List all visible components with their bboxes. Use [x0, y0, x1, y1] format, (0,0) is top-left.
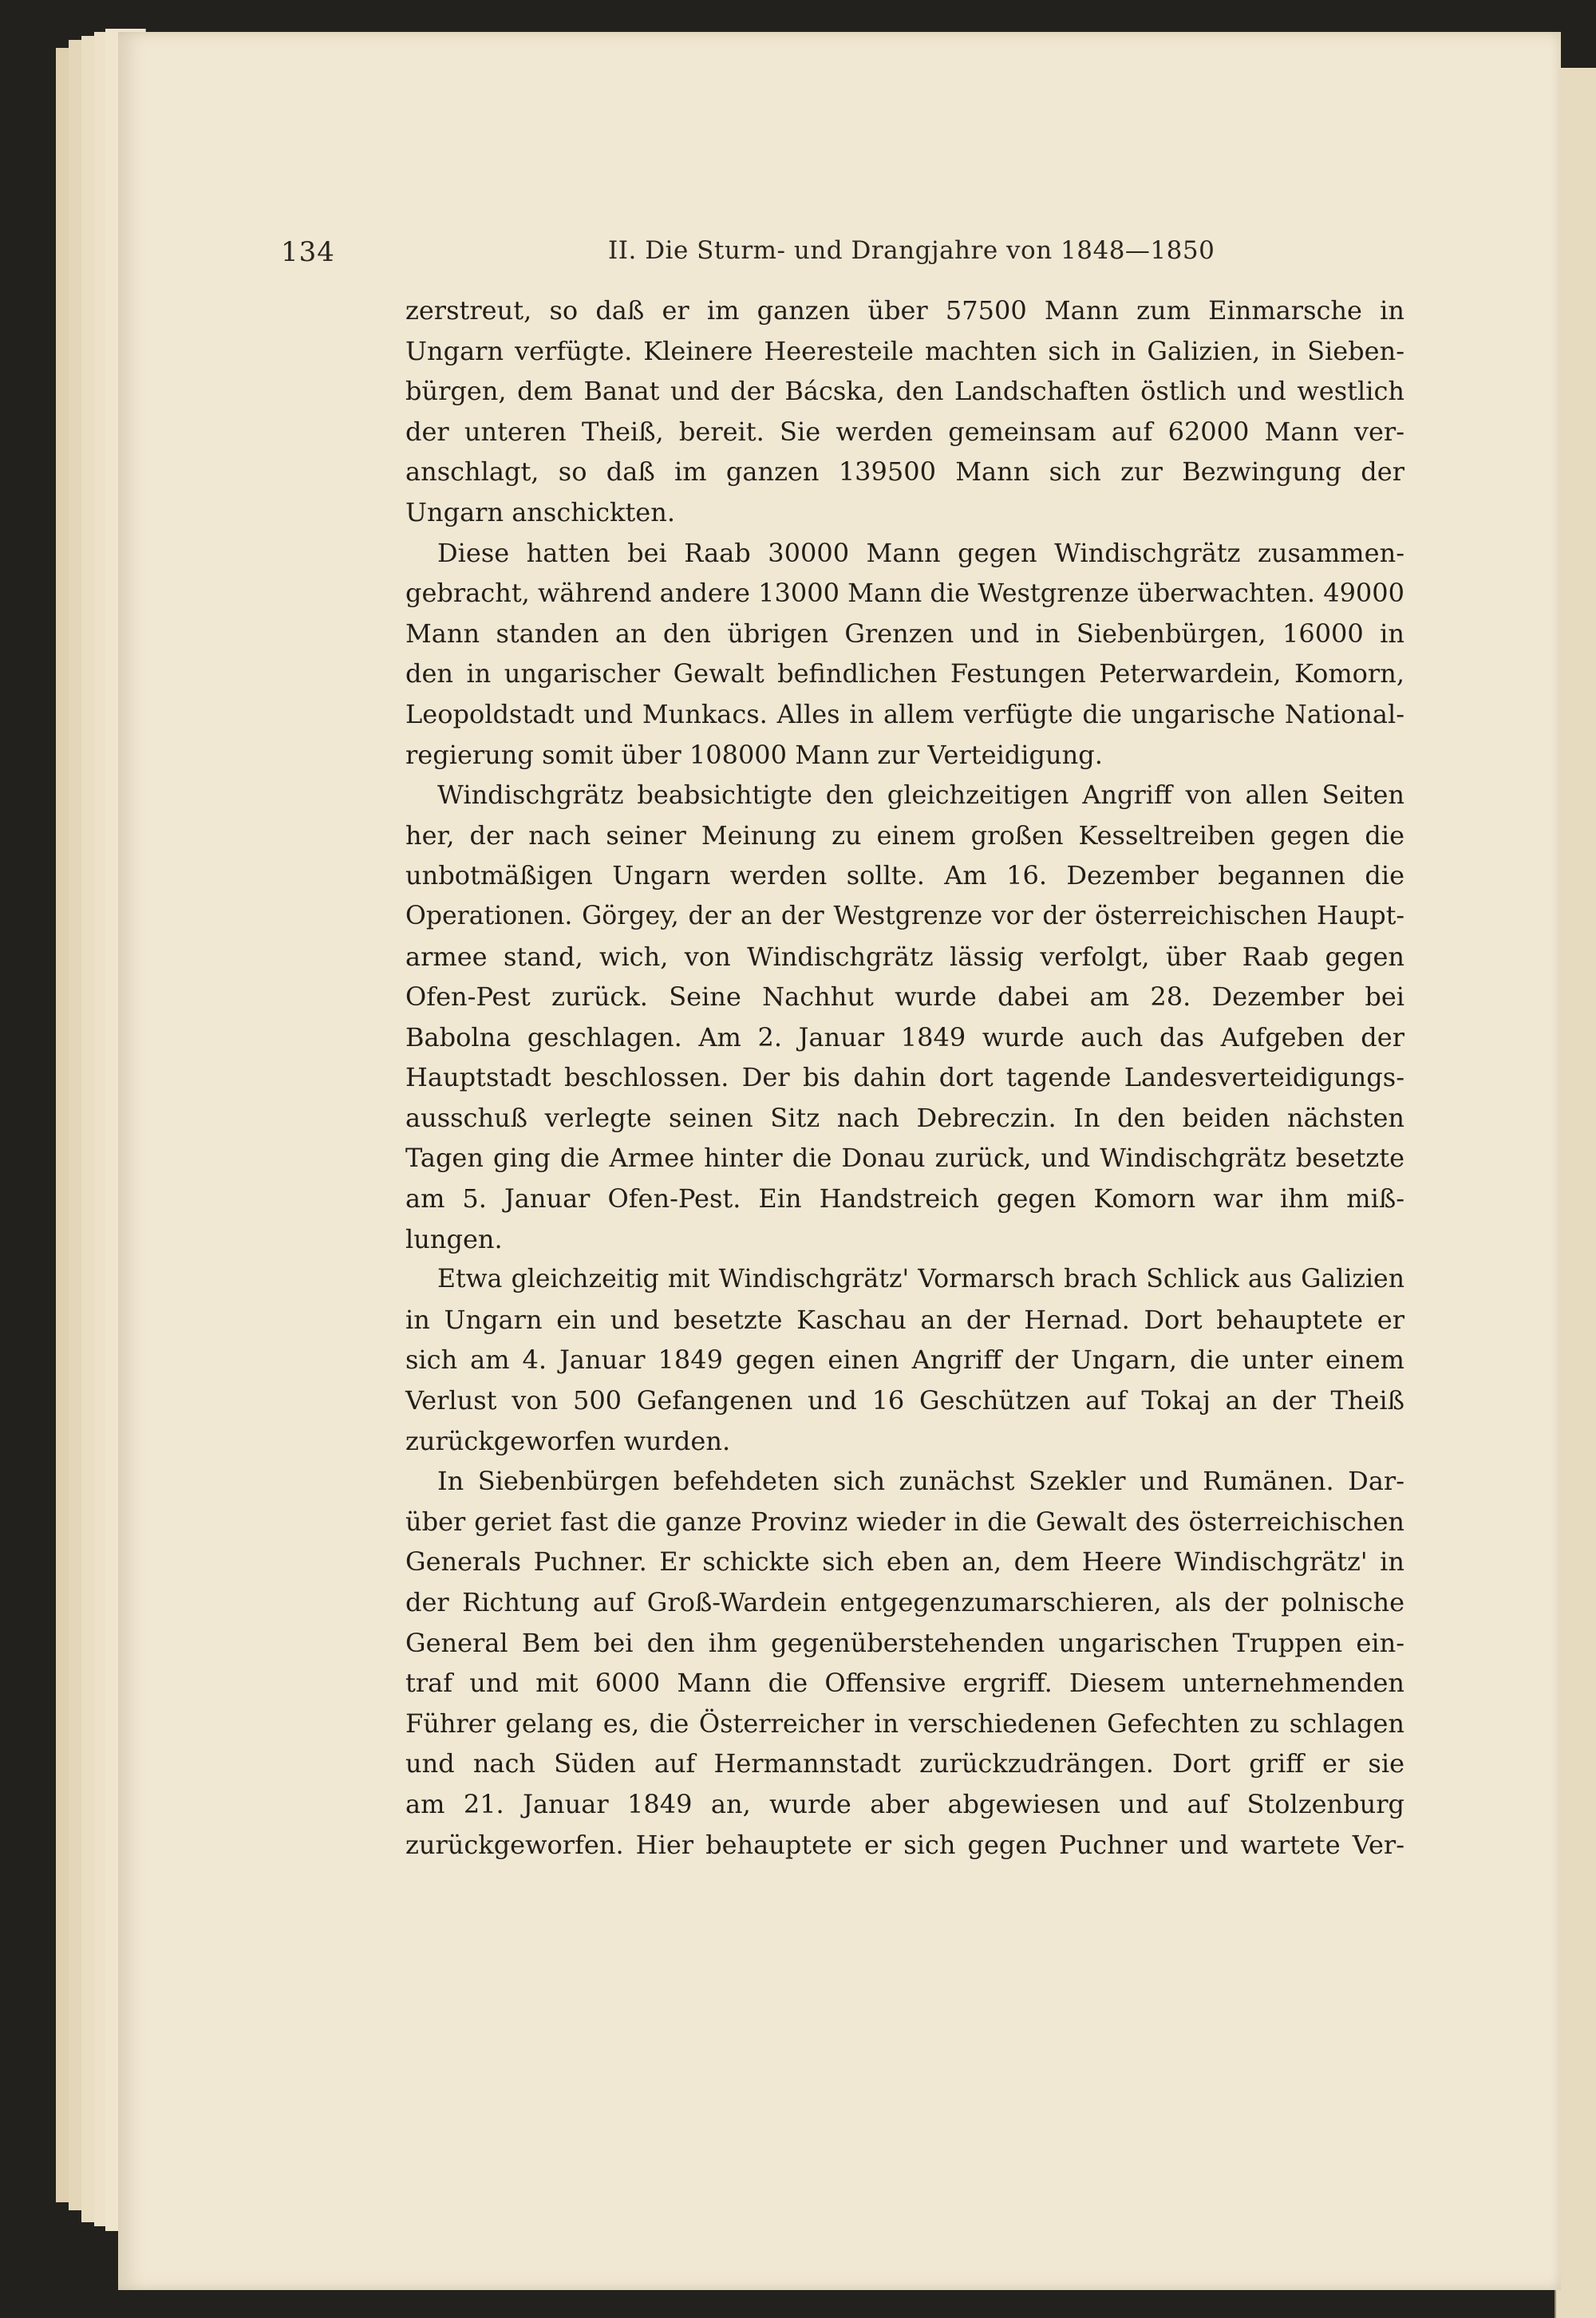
text-line: anschlagt, so daß im ganzen 139500 Mann sich zur Bezwingung der — [405, 456, 1404, 488]
running-title: II. Die Sturm- und Drangjahre von 1848—1850 — [608, 236, 1215, 265]
text-line: Operationen. Görgey, der an der Westgrenze vor der österreichischen Haupt- — [405, 901, 1404, 930]
text-line: am 21. Januar 1849 an, wurde aber abgewiesen und auf Stolzenburg — [405, 1788, 1404, 1819]
text-line: Ungarn verfügte. Kleinere Heeresteile machten sich in Galizien, in Sieben- — [405, 335, 1404, 366]
text-line: traf und mit 6000 Mann die Offensive ergriff. Diesem unternehmenden — [405, 1668, 1404, 1699]
text-line: General Bem bei den ihm gegenüberstehenden ungarischen Truppen ein- — [405, 1627, 1404, 1658]
text-line: Ungarn anschickten. — [405, 496, 675, 527]
paragraph — [405, 1259, 1404, 1461]
text-line: bürgen, dem Banat und der Bácska, den Landschaften östlich und westlich — [405, 376, 1404, 407]
paragraph — [405, 1461, 1404, 1865]
text-line: über geriet fast die ganze Provinz wieder in die Gewalt des österreichischen — [405, 1506, 1404, 1537]
text-line: In Siebenbürgen befehdeten sich zunächst Szekler und Rumänen. Dar- — [437, 1466, 1404, 1497]
text-line: ausschuß verlegte seinen Sitz nach Debreczin. In den beiden nächsten — [405, 1102, 1404, 1133]
text-line: zurückgeworfen. Hier behauptete er sich gegen Puchner und wartete Ver- — [405, 1829, 1404, 1860]
text-line: Verlust von 500 Gefangenen und 16 Geschützen auf Tokaj an der Theiß — [405, 1385, 1404, 1416]
text-line: Ofen-Pest zurück. Seine Nachhut wurde dabei am 28. Dezember bei — [405, 981, 1404, 1013]
text-line: her, der nach seiner Meinung zu einem großen Kesseltreiben gegen die — [405, 819, 1404, 851]
text-line: regierung somit über 108000 Mann zur Verteidigung. — [405, 739, 1103, 770]
text-line: Mann standen an den übrigen Grenzen und in Siebenbürgen, 16000 in — [405, 618, 1404, 649]
body-text — [405, 290, 1404, 1865]
text-line: der unteren Theiß, bereit. Sie werden gemeinsam auf 62000 Mann ver- — [405, 416, 1404, 447]
text-line: Etwa gleichzeitig mit Windischgrätz' Vormarsch brach Schlick aus Galizien — [437, 1265, 1404, 1294]
text-line: der Richtung auf Groß-Wardein entgegenzumarschieren, als der polnische — [405, 1587, 1404, 1617]
paragraph — [405, 290, 1404, 533]
text-line: Diese hatten bei Raab 30000 Mann gegen Windischgrätz zusammen- — [437, 537, 1404, 568]
text-line: und nach Süden auf Hermannstadt zurückzudrängen. Dort griff er sie — [405, 1748, 1404, 1779]
text-line: den in ungarischer Gewalt befindlichen Festungen Peterwardein, Komorn, — [405, 658, 1404, 689]
text-line: Führer gelang es, die Österreicher in verschiedenen Gefechten zu schlagen — [405, 1708, 1404, 1739]
text-line: sich am 4. Januar 1849 gegen einen Angriff der Ungarn, die unter einem — [405, 1345, 1404, 1376]
text-line: Generals Puchner. Er schickte sich eben an, dem Heere Windischgrätz' in — [405, 1546, 1404, 1578]
paragraph — [405, 533, 1404, 776]
running-header — [281, 230, 1422, 278]
text-line: Hauptstadt beschlossen. Der bis dahin dort tagende Landesverteidigungs- — [405, 1062, 1404, 1093]
text-line: zurückgeworfen wurden. — [405, 1425, 731, 1456]
text-line: Windischgrätz beabsichtigte den gleichzeitigen Angriff von allen Seiten — [437, 780, 1404, 811]
paragraph — [405, 775, 1404, 1259]
text-line: Tagen ging die Armee hinter die Donau zurück, und Windischgrätz besetzte — [405, 1143, 1404, 1174]
text-line: gebracht, während andere 13000 Mann die Westgrenze überwachten. 49000 — [405, 578, 1404, 609]
text-line: lungen. — [405, 1223, 503, 1254]
text-line: armee stand, wich, von Windischgrätz lässig verfolgt, über Raab gegen — [405, 941, 1404, 972]
text-line: in Ungarn ein und besetzte Kaschau an der Hernad. Dort behauptete er — [405, 1304, 1404, 1335]
text-line: am 5. Januar Ofen-Pest. Ein Handstreich gegen Komorn war ihm miß- — [405, 1183, 1404, 1214]
text-line: Babolna geschlagen. Am 2. Januar 1849 wurde auch das Aufgeben der — [405, 1021, 1404, 1052]
page-number: 134 — [281, 236, 335, 268]
text-line: unbotmäßigen Ungarn werden sollte. Am 16. Dezember begannen die — [405, 860, 1404, 891]
text-line: Leopoldstadt und Munkacs. Alles in allem verfügte die ungarische National- — [405, 698, 1404, 729]
text-line: zerstreut, so daß er im ganzen über 57500 Mann zum Einmarsche in — [405, 295, 1404, 326]
